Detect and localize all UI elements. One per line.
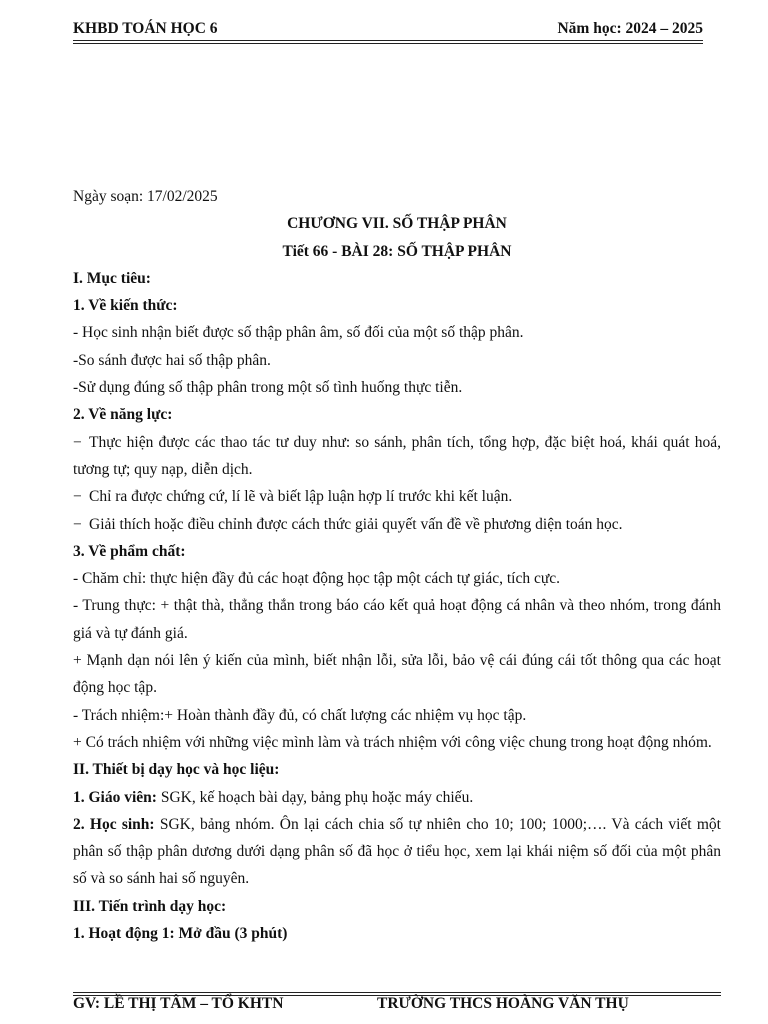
teacher-label: 1. Giáo viên:: [73, 788, 157, 806]
lesson-title: Tiết 66 - BÀI 28: SỐ THẬP PHÂN: [282, 242, 512, 260]
quality-item: + Mạnh dạn nói lên ý kiến của mình, biết nhận lỗi, sửa lỗi, bảo vệ cái đúng cái tốt thông qua các hoạt động học tập.: [73, 652, 721, 697]
document-body: [73, 183, 721, 947]
quality-item: - Chăm chỉ: thực hiện đầy đủ các hoạt động học tập một cách tự giác, tích cực.: [73, 570, 561, 588]
competency-item: − Giải thích hoặc điều chỉnh được cách thức giải quyết vấn đề về phương diện toán học.: [73, 511, 721, 538]
student-materials: 2. Học sinh: SGK, bảng nhóm. Ôn lại cách chia số tự nhiên cho 10; 100; 1000;…. Và cách viết một phân số thập phân dương dưới dạng phân số đã học ở tiểu học, xem lại khái niệm số đối của một phân số và so sánh hai số nguyên.: [73, 815, 721, 888]
subsection-competency: 2. Về năng lực:: [73, 406, 173, 424]
teacher-materials: 1. Giáo viên: SGK, kế hoạch bài dạy, bảng phụ hoặc máy chiếu.: [73, 788, 474, 806]
knowledge-item: - Học sinh nhận biết được số thập phân âm, số đối của một số thập phân.: [73, 324, 524, 342]
page-header: [73, 20, 703, 40]
dash-bullet: −: [73, 515, 82, 533]
competency-item: − Thực hiện được các thao tác tư duy như: so sánh, phân tích, tổng hợp, đặc biệt hoá, khái quát hoá, tương tự; quy nạp, diễn dịch.: [73, 429, 721, 484]
activity-heading: 1. Hoạt động 1: Mở đầu (3 phút): [73, 925, 288, 943]
quality-item: - Trách nhiệm:+ Hoàn thành đầy đủ, có chất lượng các nhiệm vụ học tập.: [73, 706, 527, 724]
section-equipment: II. Thiết bị dạy học và học liệu:: [73, 761, 280, 779]
prep-date: Ngày soạn: 17/02/2025: [73, 188, 218, 205]
knowledge-item: -Sử dụng đúng số thập phân trong một số tình huống thực tiễn.: [73, 379, 463, 397]
header-rule: [73, 40, 703, 41]
header-school-year: Năm học: 2024 – 2025: [557, 20, 703, 37]
section-objectives: I. Mục tiêu:: [73, 269, 151, 287]
knowledge-item: -So sánh được hai số thập phân.: [73, 351, 271, 369]
quality-item: - Trung thực: + thật thà, thẳng thắn trong báo cáo kết quả hoạt động cá nhân và theo nhóm, trong đánh giá và tự đánh giá.: [73, 597, 721, 642]
footer-school: TRƯỜNG THCS HOÀNG VĂN THỤ: [377, 995, 629, 1012]
subsection-qualities: 3. Về phẩm chất:: [73, 542, 186, 560]
dash-bullet: −: [73, 488, 82, 506]
student-label: 2. Học sinh:: [73, 815, 155, 833]
chapter-title: CHƯƠNG VII. SỐ THẬP PHÂN: [287, 215, 507, 233]
section-procedure: III. Tiến trình dạy học:: [73, 897, 227, 915]
header-subject: KHBD TOÁN HỌC 6: [73, 20, 218, 37]
competency-item: − Chỉ ra được chứng cứ, lí lẽ và biết lập luận hợp lí trước khi kết luận.: [73, 483, 721, 510]
dash-bullet: −: [73, 433, 82, 451]
subsection-knowledge: 1. Về kiến thức:: [73, 297, 178, 315]
footer-rule: [73, 992, 721, 993]
footer-teacher: GV: LỀ THỊ TÂM – TỔ KHTN: [73, 995, 284, 1012]
quality-item: + Có trách nhiệm với những việc mình làm và trách nhiệm với công việc chung trong hoạt động nhóm.: [73, 733, 712, 751]
header-rule-secondary: [73, 43, 703, 44]
